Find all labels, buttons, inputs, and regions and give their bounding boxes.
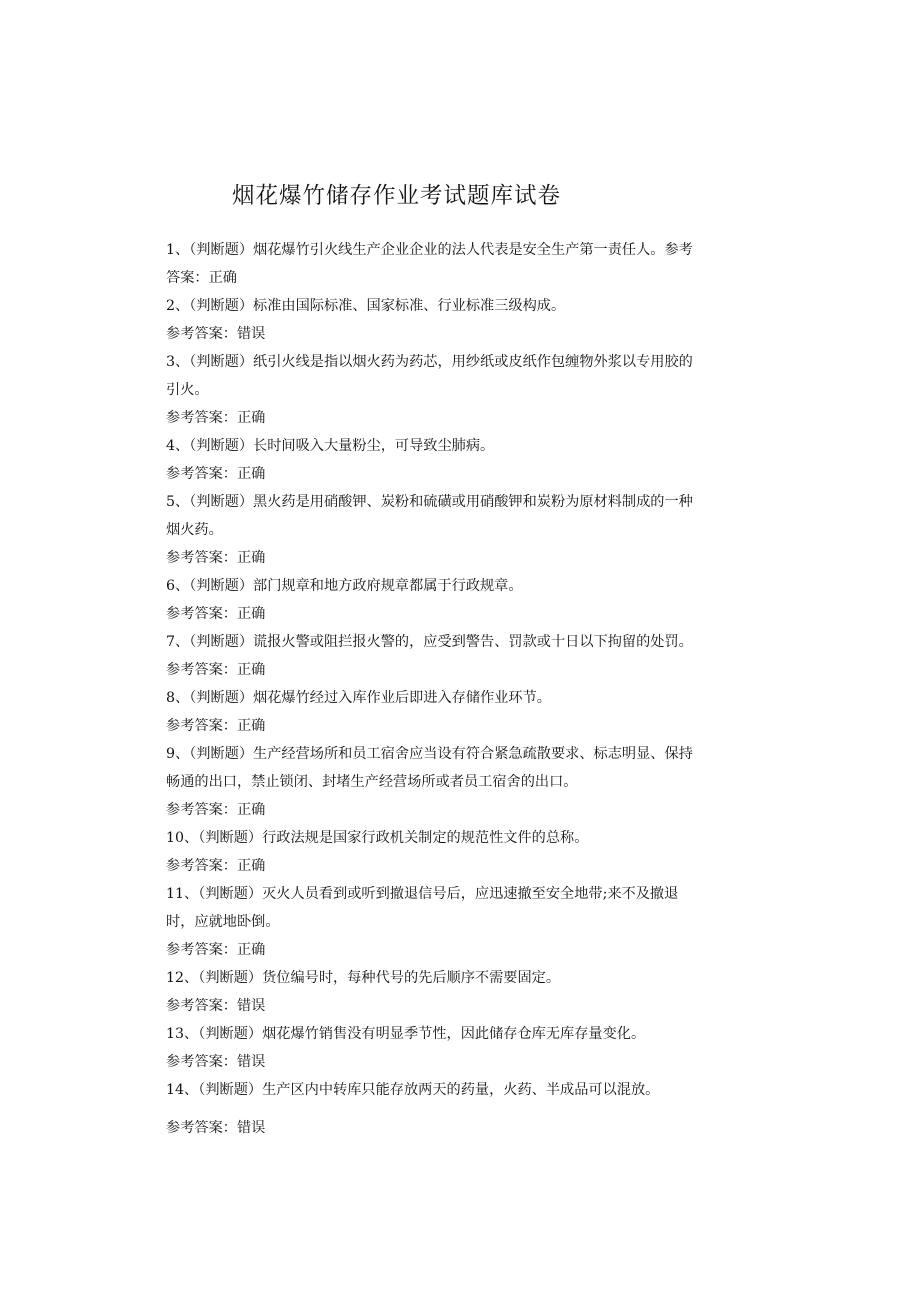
question-5-line-1: 5、（判断题）黑火药是用硝酸钾、炭粉和硫磺或用硝酸钾和炭粉为原材料制成的一种 [166,494,693,510]
answer-12: 参考答案：错误 [166,998,266,1014]
question-11-line-1: 11、（判断题）灭火人员看到或听到撤退信号后，应迅速撤至安全地带;来不及撤退 [166,886,679,902]
question-8-text: 8、（判断题）烟花爆竹经过入库作业后即进入存储作业环节。 [166,690,551,706]
answer-2: 参考答案：错误 [166,326,266,342]
question-1-line-2: 答案：正确 [166,270,237,286]
answer-5: 参考答案：正确 [166,550,266,566]
document-title: 烟花爆竹储存作业考试题库试卷 [232,183,562,209]
answer-14: 参考答案：错误 [166,1120,266,1136]
question-7-text: 7、（判断题）谎报火警或阻拦报火警的，应受到警告、罚款或十日以下拘留的处罚。 [166,634,693,650]
answer-8: 参考答案：正确 [166,718,266,734]
question-2-text: 2、（判断题）标准由国际标准、国家标准、行业标准三级构成。 [166,298,566,314]
question-3-line-2: 引火。 [166,382,209,398]
question-14-text: 14、（判断题）生产区内中转库只能存放两天的药量，火药、半成品可以混放。 [166,1082,660,1098]
answer-3: 参考答案：正确 [166,410,266,426]
question-4-text: 4、（判断题）长时间吸入大量粉尘，可导致尘肺病。 [166,438,495,454]
answer-10: 参考答案：正确 [166,858,266,874]
question-12-text: 12、（判断题）货位编号时，每种代号的先后顺序不需要固定。 [166,970,561,986]
question-3-line-1: 3、（判断题）纸引火线是指以烟火药为药芯，用纱纸或皮纸作包缠物外浆以专用胶的 [166,354,693,370]
question-5-line-2: 烟火药。 [166,522,223,538]
question-1-line-1: 1、（判断题）烟花爆竹引火线生产企业企业的法人代表是安全生产第一责任人。参考 [166,242,693,258]
question-10-text: 10、（判断题）行政法规是国家行政机关制定的规范性文件的总称。 [166,830,589,846]
answer-4: 参考答案：正确 [166,466,266,482]
question-13-text: 13、（判断题）烟花爆竹销售没有明显季节性，因此储存仓库无库存量变化。 [166,1026,646,1042]
question-9-line-2: 畅通的出口，禁止锁闭、封堵生产经营场所或者员工宿舍的出口。 [166,774,578,790]
question-6-text: 6、（判断题）部门规章和地方政府规章都属于行政规章。 [166,578,523,594]
answer-13: 参考答案：错误 [166,1054,266,1070]
answer-7: 参考答案：正确 [166,662,266,678]
answer-6: 参考答案：正确 [166,606,266,622]
answer-9: 参考答案：正确 [166,802,266,818]
question-9-line-1: 9、（判断题）生产经营场所和员工宿舍应当设有符合紧急疏散要求、标志明显、保持 [166,746,693,762]
question-11-line-2: 时，应就地卧倒。 [166,914,280,930]
answer-11: 参考答案：正确 [166,942,266,958]
